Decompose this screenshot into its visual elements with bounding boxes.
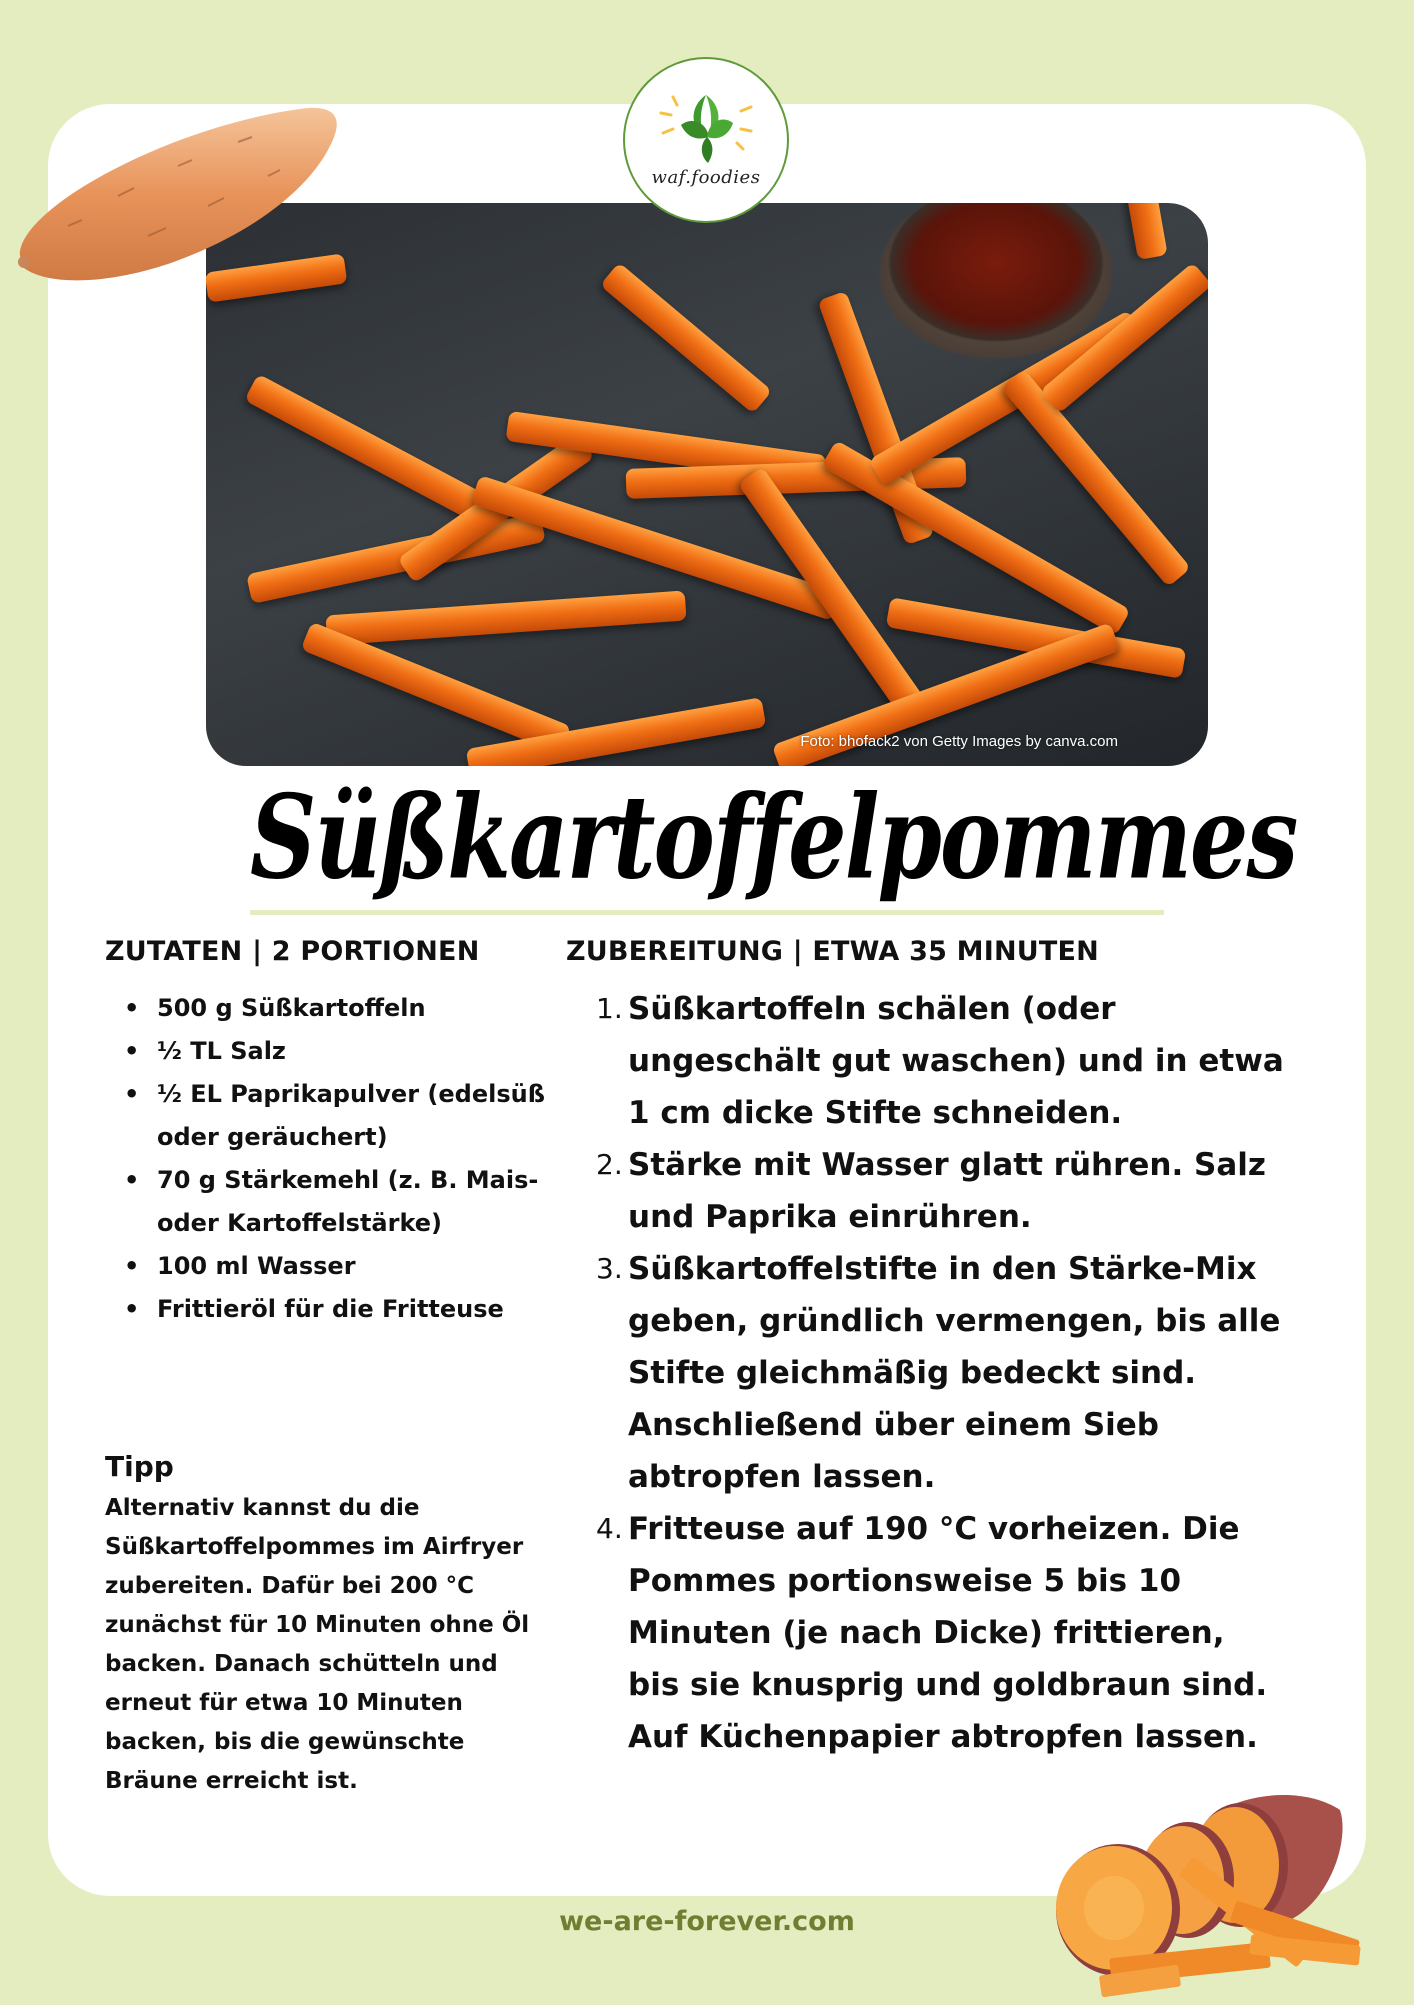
step-number: 1. (596, 992, 623, 1025)
tip-body: Alternativ kannst du die Süßkartoffelpommes im Airfryer zubereiten. Dafür bei 200 °C zunächst für 10 Minuten ohne Öl backen. Danach schütteln und erneut für etwa 10 Minuten backen, bis die gewünschte Bräune erreicht ist. (105, 1495, 530, 1794)
bullet-icon: • (124, 1295, 140, 1323)
bullet-icon: • (124, 1252, 140, 1280)
preparation-step (566, 1503, 1286, 1763)
ingredient-item: • 70 g Stärkemehl (z. B. Mais- oder Kartoffelstärke) (105, 1159, 565, 1245)
ingredient-item: • 100 ml Wasser (105, 1245, 565, 1288)
photo-credit: Foto: bhofack2 von Getty Images by canva.com (800, 733, 1118, 750)
bullet-icon: • (124, 1080, 140, 1108)
ingredient-item: • Frittieröl für die Fritteuse (105, 1288, 565, 1331)
ingredient-item: • ½ EL Paprikapulver (edelsüß oder geräuchert) (105, 1073, 565, 1159)
preparation-step (566, 1139, 1286, 1243)
preparation-step (566, 983, 1286, 1139)
step-text: Fritteuse auf 190 °C vorheizen. Die Pommes portionsweise 5 bis 10 Minuten (je nach Dicke) frittieren, bis sie knusprig und goldbraun sind. Auf Küchenpapier abtropfen lassen. (628, 1511, 1268, 1755)
brand-logo (623, 57, 789, 223)
bullet-icon: • (124, 1037, 140, 1065)
ingredients-list (105, 987, 565, 1331)
preparation-heading: ZUBEREITUNG | ETWA 35 MINUTEN (566, 936, 1099, 967)
step-text: Süßkartoffeln schälen (oder ungeschält gut waschen) und in etwa 1 cm dicke Stifte schneiden. (628, 991, 1284, 1131)
bullet-icon: • (124, 994, 140, 1022)
tip-heading: Tipp (105, 1450, 174, 1483)
preparation-steps (566, 983, 1286, 1763)
step-text: Stärke mit Wasser glatt rühren. Salz und Paprika einrühren. (628, 1147, 1266, 1235)
basil-leaf-icon (651, 85, 761, 165)
footer-website-link[interactable]: we-are-forever.com (559, 1906, 855, 1937)
sweet-potato-fries-illustration (1030, 1770, 1370, 2005)
step-number: 4. (596, 1512, 623, 1545)
ingredient-item: • ½ TL Salz (105, 1030, 565, 1073)
ingredients-heading: ZUTATEN | 2 PORTIONEN (105, 936, 480, 967)
preparation-step (566, 1243, 1286, 1503)
ingredient-item: • 500 g Süßkartoffeln (105, 987, 565, 1030)
step-number: 2. (596, 1148, 623, 1181)
title-underline (250, 910, 1164, 915)
hero-photo (206, 203, 1208, 766)
sweet-potato-illustration-top (8, 96, 338, 291)
ingredients-section (105, 936, 565, 1331)
step-number: 3. (596, 1252, 623, 1285)
step-text: Süßkartoffelstifte in den Stärke-Mix geben, gründlich vermengen, bis alle Stifte gleichmäßig bedeckt sind. Anschließend über einem Sieb abtropfen lassen. (628, 1251, 1281, 1495)
bullet-icon: • (124, 1166, 140, 1194)
tip-section (105, 1447, 565, 1801)
recipe-title: Süßkartoffelpommes (250, 770, 1297, 905)
preparation-section (566, 936, 1286, 1763)
brand-logo-text: waf.foodies (651, 166, 761, 188)
